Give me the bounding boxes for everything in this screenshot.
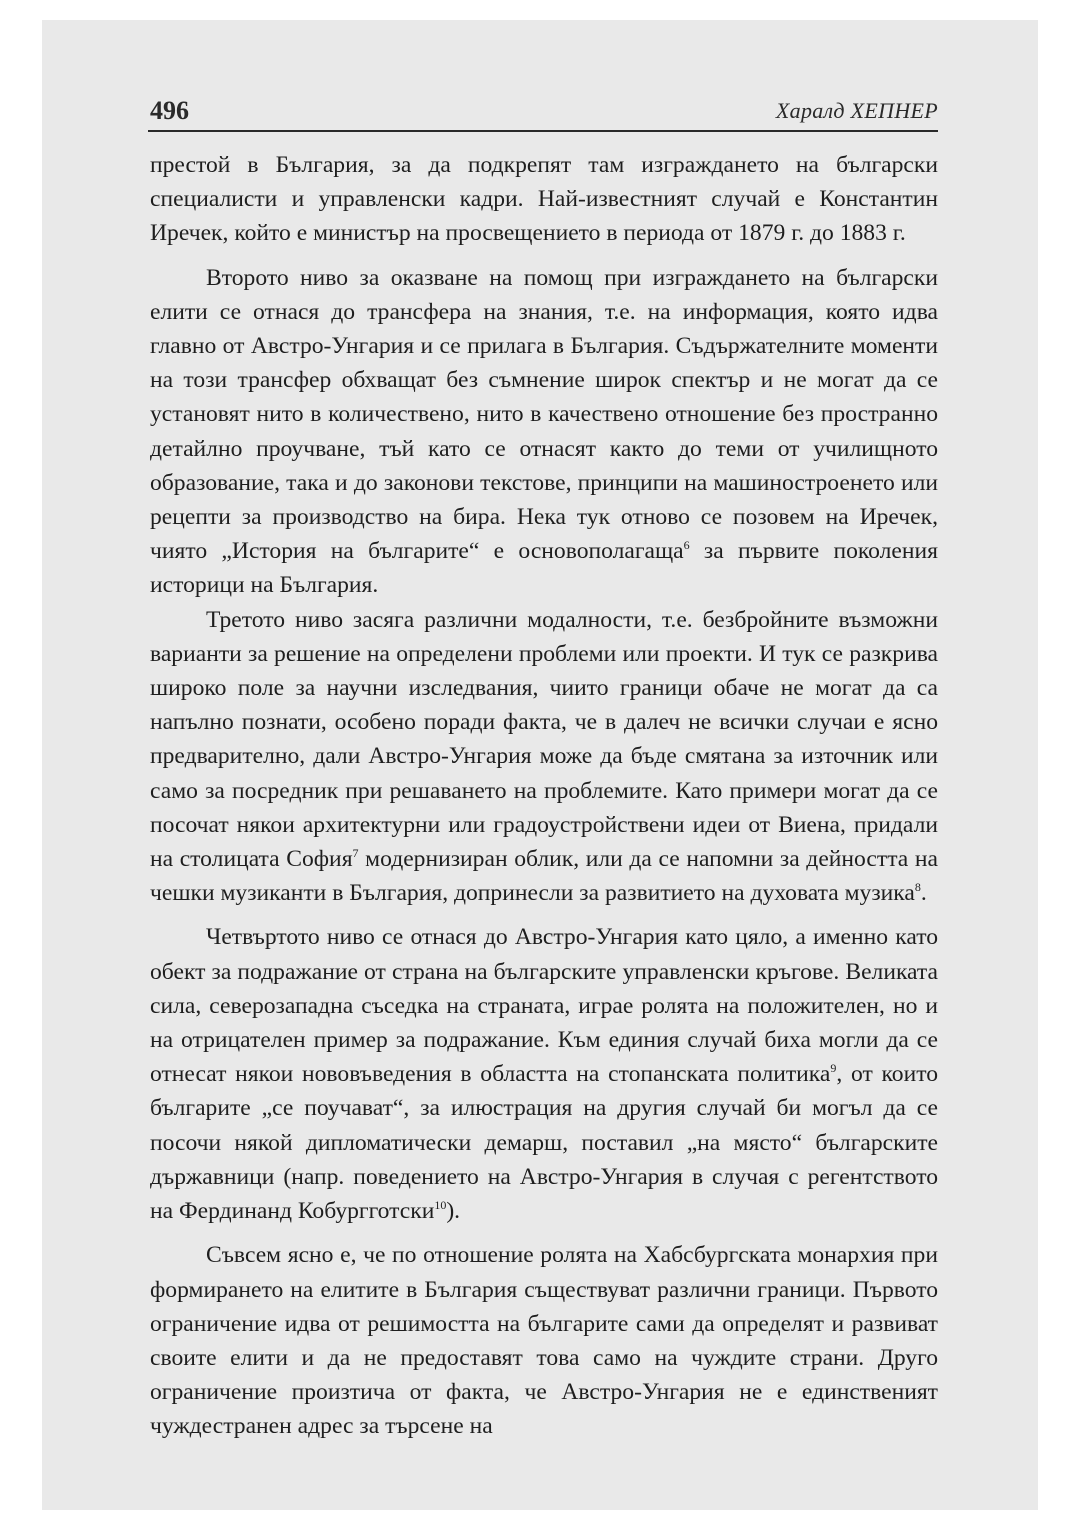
paragraph-text: Съвсем ясно е, че по отношение ролята на Хабсбургската монархия при формирането на елитите в България съществуват различни граници. Първото ограничение идва от решимостта на българите сами да определят и развиват своите елити и да не предоставят това само на чуждите страни. Друго ограничение произтича от факта, че Австро-Унгария не е единственият чуждестранен адрес за търсене на [150,1242,938,1440]
paragraph-text: модернизиран облик, или да се напомни за дейността на чешки музиканти в България, допринесли за развитието на духовата музика [150,846,938,907]
paragraph-1 [150,148,938,251]
paragraph-text: Четвъртото ниво се отнася до Австро-Унгария като цяло, а именно като обект за подражание от страна на българските управленски кръгове. Великата сила, северозападна съседка на страната, играе ролята на положителен, но и на отрицателен пример за подражание. Към единия случай биха могли да се отнесат някои нововъведения в областта на стопанската политика [150,924,938,1088]
paragraph-text: . [920,880,927,907]
body-text [150,148,938,1444]
paragraph-text: за първите поколения историци на България. [150,538,938,599]
footnote-ref-6: 6 [683,538,690,553]
page-number: 496 [150,96,189,125]
paragraph-text: Второто ниво за оказване на помощ при изграждането на български елити се отнася до трансфера на знания, т.е. на информация, която идва главно от Австро-Унгария и се прилага в България. Съдържателните моменти на този трансфер обхващат без съмнение широк спектър и не могат да се установят нито в количествено, нито в качествено отношение без пространно детайлно проучване, тъй като се отнасят както до теми от училищното образование, така и до законови текстове, принципи на машиностроенето или рецепти за производство на бира. Нека тук отново се позовем на Иречек, чиято „История на българите“ е основополагаща [150,264,938,565]
paragraph-text: Третото ниво засяга различни модалности, т.е. безбройните възможни варианти за решение на определени проблеми или проекти. И тук се разкрива широко поле за научни изследвания, чиито граници обаче не могат да са напълно познати, особено поради факта, че в далеч не всички случаи е ясно предварително, дали Австро-Унгария може да бъде смятана за източник или само за посредник при решаването на проблемите. Като примери могат да се посочат някои архитектурни или градоустройствени идеи от Виена, придали на столицата София [150,606,938,873]
footnote-ref-7: 7 [352,846,359,861]
footnote-ref-10: 10 [434,1198,447,1213]
page-header [148,94,938,132]
paragraph-text: ). [446,1198,461,1225]
paragraph-4 [150,920,938,1228]
paragraph-text: , от които българите „се поучават“, за илюстрация на другия случай би могъл да се посочи някой дипломатически демарш, поставил „на място“ българските държавници (напр. поведението на Австро-Унгария в случая с регентството на Фердинанд Кобургготски [150,1061,938,1225]
paragraph-text: престой в България, за да подкрепят там изграждането на български специалисти и управленски кадри. Най-известният случай е Константин Иречек, който е министър на просвещението в периода от 1879 г. до 1883 г. [150,152,938,247]
paragraph-2 [150,261,938,603]
paragraph-3 [150,603,938,911]
paragraph-5 [150,1238,938,1443]
footnote-ref-8: 8 [914,880,921,895]
footnote-ref-9: 9 [830,1061,837,1076]
running-head: Харалд ХЕПНЕР [775,98,938,123]
